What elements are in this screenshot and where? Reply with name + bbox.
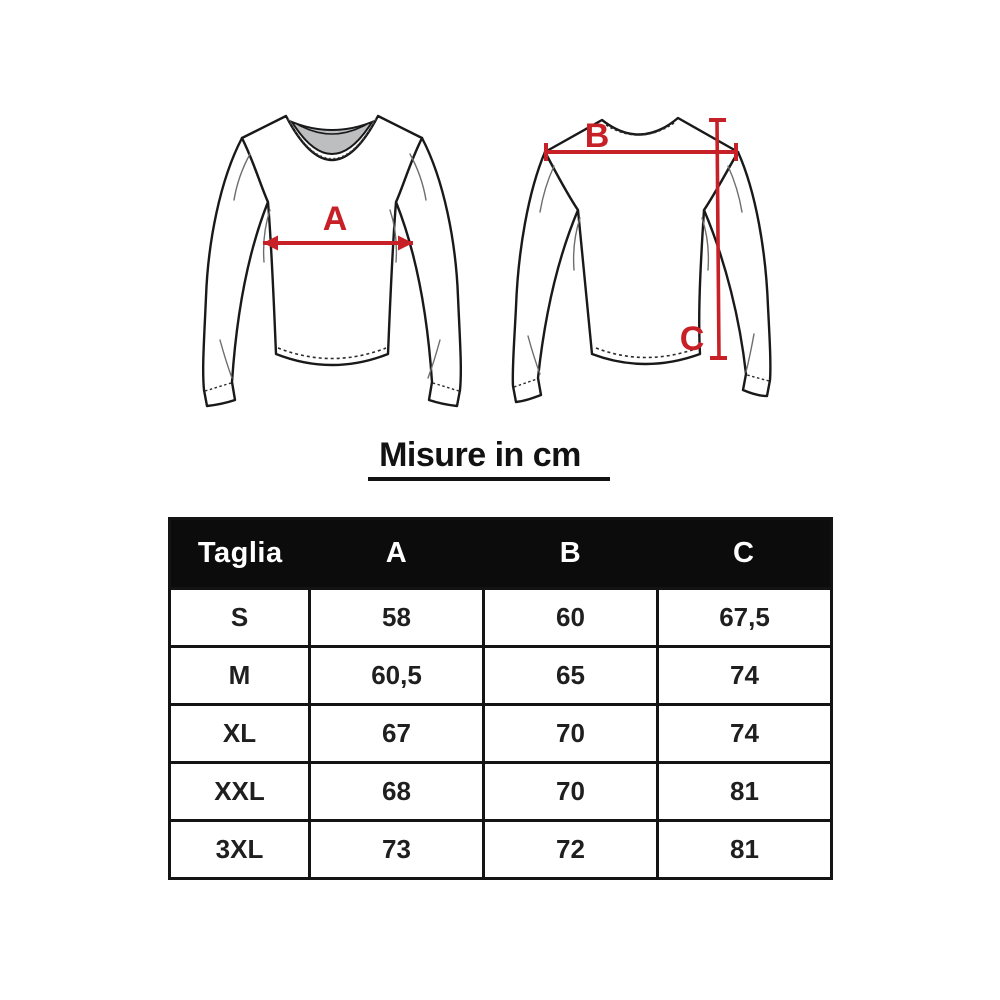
back-torso: [545, 118, 738, 364]
header-c: C: [658, 519, 832, 589]
shirt-front-drawing: [180, 92, 480, 432]
title-underline: [368, 477, 610, 481]
size-cell: M: [170, 647, 310, 705]
size-table: [168, 517, 833, 880]
value-cell-c: 81: [658, 763, 832, 821]
value-cell-c: 74: [658, 705, 832, 763]
measurement-b-label: B: [584, 117, 610, 155]
shirt-back-drawing: [500, 92, 800, 432]
value-cell-b: 60: [484, 589, 658, 647]
page-title: Misure in cm: [379, 436, 581, 474]
table-row-xl: [170, 705, 832, 763]
value-cell-a: 67: [310, 705, 484, 763]
measurement-c-label: C: [679, 320, 705, 358]
value-cell-b: 70: [484, 705, 658, 763]
title-block: [330, 436, 630, 475]
value-cell-b: 65: [484, 647, 658, 705]
table-row-s: [170, 589, 832, 647]
value-cell-b: 72: [484, 821, 658, 879]
header-b: B: [484, 519, 658, 589]
shirt-back-view: [500, 92, 800, 432]
header-a: A: [310, 519, 484, 589]
value-cell-a: 58: [310, 589, 484, 647]
measurement-a-label: A: [322, 200, 348, 238]
size-table-header-row: [170, 519, 832, 589]
shirt-front-view: [180, 92, 480, 432]
size-cell: XL: [170, 705, 310, 763]
value-cell-c: 74: [658, 647, 832, 705]
table-row-3xl: [170, 821, 832, 879]
value-cell-c: 67,5: [658, 589, 832, 647]
size-cell: S: [170, 589, 310, 647]
header-taglia: Taglia: [170, 519, 310, 589]
value-cell-a: 68: [310, 763, 484, 821]
size-cell: XXL: [170, 763, 310, 821]
size-cell: 3XL: [170, 821, 310, 879]
value-cell-a: 73: [310, 821, 484, 879]
table-row-m: [170, 647, 832, 705]
value-cell-c: 81: [658, 821, 832, 879]
value-cell-a: 60,5: [310, 647, 484, 705]
table-row-xxl: [170, 763, 832, 821]
value-cell-b: 70: [484, 763, 658, 821]
